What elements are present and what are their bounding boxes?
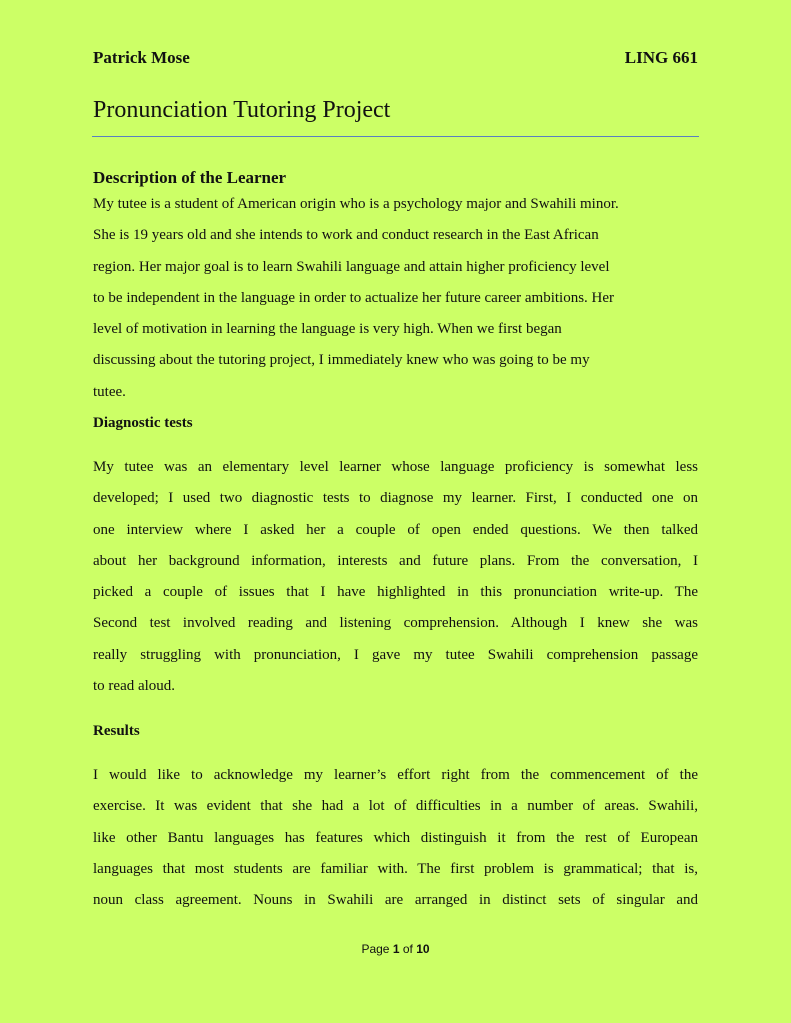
paragraph-line: I would like to acknowledge my learner’s effort right from the commencement of the [93,767,698,783]
header-author: Patrick Mose [93,48,190,67]
section-heading-diagnostic: Diagnostic tests [93,415,193,431]
paragraph-line: My tutee is a student of American origin who is a psychology major and Swahili minor. [93,196,619,212]
paragraph-results [93,760,698,916]
paragraph-line: She is 19 years old and she intends to work and conduct research in the East African [93,227,599,244]
paragraph-line: like other Bantu languages has features which distinguish it from the rest of European [93,829,698,846]
paragraph-line: about her background information, interests and future plans. From the conversation, I [93,552,698,569]
paragraph-line: languages that most students are familiar with. The first problem is grammatical; that is, [93,860,698,877]
paragraph-line: really struggling with pronunciation, I gave my tutee Swahili comprehension passage [93,646,698,663]
paragraph-line: discussing about the tutoring project, I immediately knew who was going to be my [93,352,590,369]
section-heading-results: Results [93,723,140,739]
footer-page-word: Page [361,942,390,956]
document-title: Pronunciation Tutoring Project [93,97,391,123]
footer-of-word: of [402,942,413,956]
paragraph-line: My tutee was an elementary level learner whose language proficiency is somewhat less [93,459,698,475]
paragraph-line: one interview where I asked her a couple of open ended questions. We then talked [93,521,698,538]
paragraph-line: Second test involved reading and listening comprehension. Although I knew she was [93,615,698,632]
paragraph-line: developed; I used two diagnostic tests to diagnose my learner. First, I conducted one on [93,490,698,507]
header-course: LING 661 [624,48,698,67]
paragraph-line: level of motivation in learning the language is very high. When we first began [93,321,562,338]
paragraph-line: region. Her major goal is to learn Swahili language and attain higher proficiency level [93,258,610,275]
title-divider [92,136,699,137]
footer-total-pages: 10 [416,942,430,956]
section-heading-learner: Description of the Learner [93,168,287,187]
paragraph-line: noun class agreement. Nouns in Swahili are arranged in distinct sets of singular and [93,892,698,909]
paragraph-learner [93,189,698,408]
paragraph-line: exercise. It was evident that she had a lot of difficulties in a number of areas. Swahili, [93,798,698,815]
paragraph-line: to read aloud. [93,678,176,695]
footer-current-page: 1 [392,942,400,956]
paragraph-line: tutee. [93,383,126,400]
paragraph-line: to be independent in the language in order to actualize her future career ambitions. Her [93,289,615,306]
page-footer [0,942,791,956]
paragraph-diagnostic [93,452,698,702]
paragraph-line: picked a couple of issues that I have highlighted in this pronunciation write-up. The [93,584,698,601]
running-header [93,48,698,68]
